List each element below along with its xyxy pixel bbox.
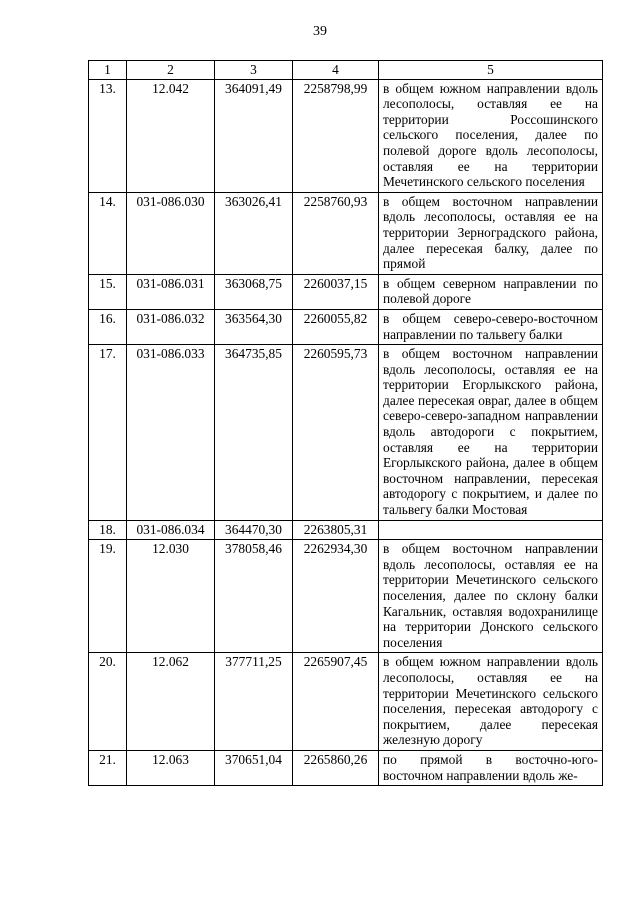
point-id-cell: 12.062 (127, 653, 215, 751)
row-number-cell: 21. (89, 750, 127, 785)
point-id-cell: 12.042 (127, 79, 215, 192)
row-number-cell: 14. (89, 192, 127, 274)
coord-x-cell: 364091,49 (215, 79, 293, 192)
coord-x-cell: 370651,04 (215, 750, 293, 785)
row-number-cell: 18. (89, 520, 127, 540)
table-row (89, 274, 603, 309)
table-row (89, 653, 603, 751)
coord-x-cell: 363026,41 (215, 192, 293, 274)
coord-x-cell: 378058,46 (215, 540, 293, 653)
table-row (89, 79, 603, 192)
description-cell: в общем северном направлении по полевой дороге (379, 274, 603, 309)
description-cell: по прямой в восточно-юго-восточном направлении вдоль же- (379, 750, 603, 785)
description-cell: в общем восточном направлении вдоль лесополосы, оставляя ее на территории Зерноградского района, далее пересекая балку, далее по прямой (379, 192, 603, 274)
point-id-cell: 031-086.032 (127, 309, 215, 344)
table-row (89, 750, 603, 785)
point-id-cell: 12.030 (127, 540, 215, 653)
header-cell-5: 5 (379, 61, 603, 80)
coord-y-cell: 2258760,93 (293, 192, 379, 274)
coord-y-cell: 2260037,15 (293, 274, 379, 309)
coord-y-cell: 2265860,26 (293, 750, 379, 785)
table-row (89, 520, 603, 540)
coord-x-cell: 363564,30 (215, 309, 293, 344)
coord-x-cell: 363068,75 (215, 274, 293, 309)
description-cell: в общем южном направлении вдоль лесополосы, оставляя ее на территории Россошинского сельского поселения, далее по полевой дороге вдоль лесополосы, оставляя ее на территории Мечетинского сельского поселения (379, 79, 603, 192)
table-header-row (89, 61, 603, 80)
coord-x-cell: 364470,30 (215, 520, 293, 540)
coord-y-cell: 2265907,45 (293, 653, 379, 751)
page-number: 39 (313, 24, 327, 39)
header-cell-4: 4 (293, 61, 379, 80)
row-number-cell: 17. (89, 345, 127, 521)
boundary-table (88, 60, 603, 786)
point-id-cell: 031-086.034 (127, 520, 215, 540)
row-number-cell: 20. (89, 653, 127, 751)
table-row (89, 540, 603, 653)
header-cell-1: 1 (89, 61, 127, 80)
coord-x-cell: 377711,25 (215, 653, 293, 751)
table-row (89, 309, 603, 344)
point-id-cell: 12.063 (127, 750, 215, 785)
point-id-cell: 031-086.033 (127, 345, 215, 521)
row-number-cell: 13. (89, 79, 127, 192)
description-cell (379, 520, 603, 540)
coord-x-cell: 364735,85 (215, 345, 293, 521)
description-cell: в общем восточном направлении вдоль лесополосы, оставляя ее на территории Егорлыкского района, далее пересекая овраг, далее в общем северо-северо-западном направлении вдоль автодороги с покрытием, оставляя ее на территории Егорлыкского района, далее в общем восточном направлении, пересекая автодорогу с покрытием, и далее по тальвегу балки Мостовая (379, 345, 603, 521)
row-number-cell: 15. (89, 274, 127, 309)
point-id-cell: 031-086.030 (127, 192, 215, 274)
point-id-cell: 031-086.031 (127, 274, 215, 309)
table-body (89, 61, 603, 786)
row-number-cell: 19. (89, 540, 127, 653)
row-number-cell: 16. (89, 309, 127, 344)
coord-y-cell: 2260595,73 (293, 345, 379, 521)
table-row (89, 192, 603, 274)
header-cell-3: 3 (215, 61, 293, 80)
description-cell: в общем восточном направлении вдоль лесополосы, оставляя ее на территории Мечетинского сельского поселения, далее по склону балки Кагальник, оставляя водохранилище на территории Донского сельского поселения (379, 540, 603, 653)
description-cell: в общем северо-северо-восточном направлении по тальвегу балки (379, 309, 603, 344)
coord-y-cell: 2262934,30 (293, 540, 379, 653)
header-cell-2: 2 (127, 61, 215, 80)
coord-y-cell: 2263805,31 (293, 520, 379, 540)
description-cell: в общем южном направлении вдоль лесополосы, оставляя ее на территории Мечетинского сельского поселения, пересекая автодорогу с покрытием, далее пересекая железную дорогу (379, 653, 603, 751)
coord-y-cell: 2258798,99 (293, 79, 379, 192)
coord-y-cell: 2260055,82 (293, 309, 379, 344)
table-row (89, 345, 603, 521)
